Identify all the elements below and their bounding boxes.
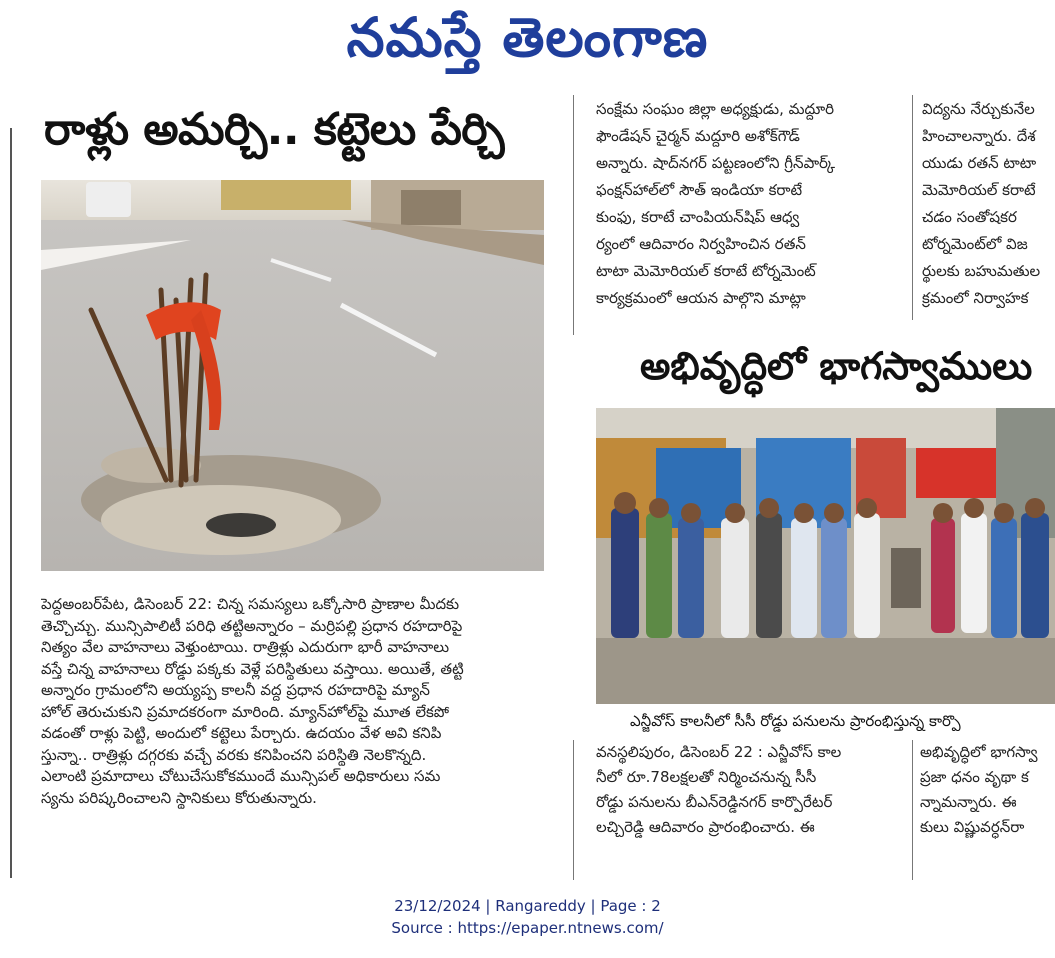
manhole-photo	[41, 180, 544, 571]
story2-line: సంక్షేమ సంఘం జిల్లా అధ్యక్షుడు, మద్దూరి	[596, 100, 834, 118]
story2-line: చడం సంతోషకర	[922, 208, 1017, 226]
story3-line: న్నామన్నారు. ఈ	[920, 793, 1017, 811]
group-photo-illustration	[596, 408, 1055, 704]
story3-line: వనస్థలిపురం, డిసెంబర్ 22 : ఎన్జీవోస్ కాల	[596, 743, 842, 761]
story1-line: స్యను పరిష్కరించాలని స్థానికులు కోరుతున్నారు.	[41, 788, 317, 807]
story3-line: అభివృద్ధిలో భాగస్వా	[920, 743, 1038, 761]
story3-col2	[920, 740, 1055, 840]
story3-line: లచ్చిరెడ్డి ఆదివారం ప్రారంభించారు. ఈ	[596, 818, 815, 836]
story2-line: కుంఫు, కరాటే చాంపియన్‌షిప్ ఆధ్వ	[596, 208, 800, 226]
footer-date-edition: 23/12/2024 | Rangareddy | Page : 2	[394, 897, 661, 915]
story1-line: స్తున్నా.. రాత్రిళ్లు దగ్గరకు వచ్చే వరకు కనిపించని పరిస్థితి నెలకొన్నది.	[41, 745, 427, 764]
newspaper-title: నమస్తే తెలంగాణ	[346, 6, 709, 69]
story2-line: అన్నారు. షాద్‌నగర్ పట్టణంలోని గ్రీన్‌పార్క్	[596, 154, 835, 172]
manhole-photo-illustration	[41, 180, 544, 571]
story3-line: నీలో రూ.78లక్షలతో నిర్మించనున్న సీసీ	[596, 768, 817, 786]
story1-line: హోల్ తెరుచుకుని ప్రమాదకరంగా మారింది. మ్యాన్‌హోల్‌పై మూత లేకపో	[41, 702, 450, 721]
story1-line: పెద్దఅంబర్‌పేట, డిసెంబర్ 22: చిన్న సమస్యలు ఒక్కోసారి ప్రాణాల మీదకు	[41, 595, 460, 613]
story2-line: ఫంక్షన్‌హాల్‌లో సౌత్ ఇండియా కరాటే	[596, 181, 803, 199]
story2-line: యుడు రతన్ టాటా	[922, 154, 1037, 172]
group-photo-caption: ఎన్జీవోస్ కాలనీలో సీసీ రోడ్డు పనులను ప్రారంభిస్తున్న కార్పొ	[630, 712, 961, 730]
story1-line: వడంతో రాళ్లు పెట్టి, అందులో కట్టెలు పేర్చారు. ఉదయం వేళ అవి కనిపి	[41, 724, 442, 742]
story3-headline: అభివృద్ధిలో భాగస్వాములు	[640, 344, 1033, 388]
group-photo	[596, 408, 1055, 704]
story2-line: టాటా మెమోరియల్ కరాటే టోర్నమెంట్	[596, 262, 816, 280]
story2-line: మెమోరియల్ కరాటే	[922, 181, 1036, 199]
story2-line: క్రమంలో నిర్వాహక	[922, 289, 1029, 307]
story1-line: తెచ్చొచ్చు. మున్సిపాలిటీ పరిధి తట్టిఅన్నారం – మర్రిపల్లి ప్రధాన రహదారిపై	[41, 616, 463, 635]
story1-line: ఎలాంటి ప్రమాదాలు చోటుచేసుకోకముందే మున్సిపల్ అధికారులు సమ	[41, 767, 441, 785]
story2-line: ర్యంలో ఆదివారం నిర్వహించిన రతన్	[596, 235, 806, 253]
story3-line: ప్రజా ధనం వృథా క	[920, 768, 1029, 786]
footer-source: Source : https://epaper.ntnews.com/	[391, 919, 664, 937]
story2-line: హించాలన్నారు. దేశ	[922, 127, 1036, 145]
story1-body	[41, 594, 549, 809]
story2-line: విద్యను నేర్చుకునేల	[922, 100, 1035, 118]
masthead	[0, 0, 1055, 85]
story2-line: ఫౌండేషన్ చైర్మన్ మద్దూరి అశోక్‌గౌడ్	[596, 127, 800, 145]
story1-line: అన్నారం గ్రామంలోని అయ్యప్ప కాలనీ వద్ద ప్రధాన రహదారిపై మ్యాన్	[41, 681, 430, 699]
story3-col1	[596, 740, 901, 840]
story3-line: కులు విష్ణువర్ధన్‌రా	[920, 818, 1025, 836]
story2-line: టోర్నమెంట్‌లో విజ	[922, 235, 1028, 253]
story3-line: రోడ్డు పనులను బీఎన్‌రెడ్డినగర్ కార్పొరేటర్	[596, 793, 833, 811]
column-rule	[573, 740, 574, 880]
story1-line: నిత్యం వేల వాహనాలు వెళ్తుంటాయి. రాత్రిళ్లు ఎదురుగా భారీ వాహనాలు	[41, 638, 450, 656]
story2-line: ర్థులకు బహుమతుల	[922, 262, 1041, 280]
story2-col2	[922, 96, 1055, 312]
column-rule	[912, 740, 913, 880]
left-margin-rule	[10, 128, 12, 878]
story1-line: వస్తే చిన్న వాహనాలు రోడ్డు పక్కకు వెళ్లే పరిస్థితులు వస్తాయి. అయితే, తట్టి	[41, 659, 464, 678]
column-rule	[912, 95, 913, 320]
story2-line: కార్యక్రమంలో ఆయన పాల్గొని మాట్లా	[596, 289, 806, 307]
story1-headline: రాళ్లు అమర్చి.. కట్టెలు పేర్చి	[44, 104, 504, 155]
story2-col1	[596, 96, 896, 312]
column-rule	[573, 95, 574, 335]
